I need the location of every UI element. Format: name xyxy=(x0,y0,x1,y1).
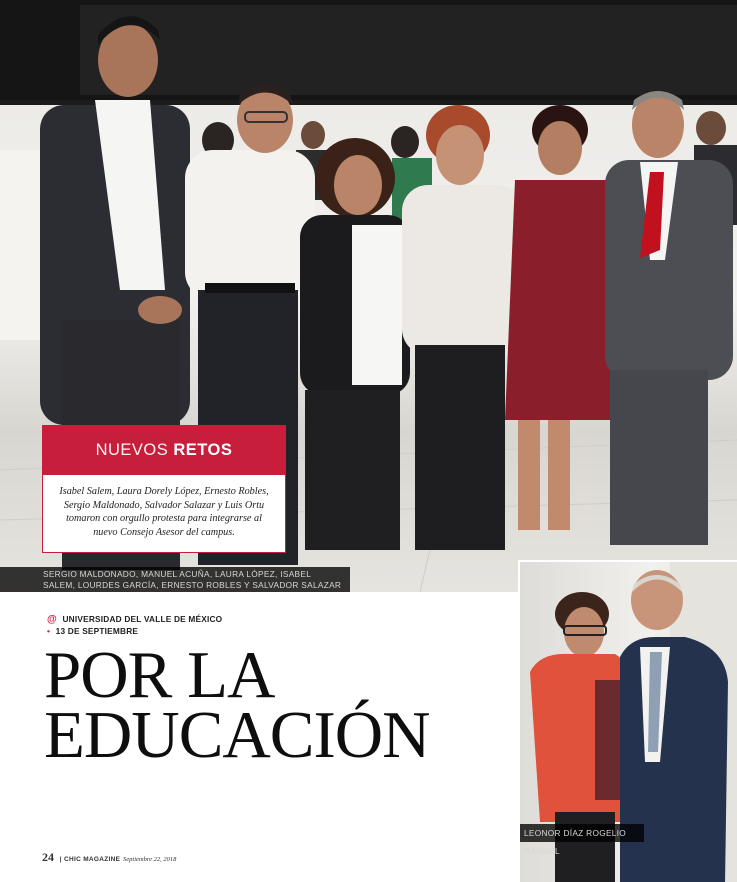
couple-photo xyxy=(518,560,737,882)
page-title-line-2: EDUCACIÓN xyxy=(44,698,430,772)
event-venue-label: UNIVERSIDAD DEL VALLE DE MÉXICO xyxy=(62,614,223,624)
couple-photo-caption: LEONOR DÍAZ ROGELIO RANGEL xyxy=(520,824,644,842)
page-folio xyxy=(42,850,176,865)
page-title-line-1: POR LA xyxy=(44,638,275,712)
group-photo-caption: SERGIO MALDONADO, MANUEL ACUÑA, LAURA LÓPEZ, ISABEL SALEM, LOURDES GARCÍA, ERNESTO ROBLES Y SALVADOR SALAZAR xyxy=(0,567,350,592)
magazine-name: | CHIC MAGAZINE xyxy=(59,856,121,863)
nuevos-retos-title-light: NUEVOS xyxy=(95,441,169,459)
at-icon: @ xyxy=(47,614,57,625)
nuevos-retos-body: Isabel Salem, Laura Dorely López, Ernesto Robles, Sergio Maldonado, Salvador Salazar y Luis Ortu tomaron con orgullo protesta para integrarse al nuevo Consejo Asesor del campus. xyxy=(59,486,269,538)
nuevos-retos-title-bold: RETOS xyxy=(173,441,233,459)
nuevos-retos-header xyxy=(43,426,285,475)
page-title xyxy=(44,638,514,772)
nuevos-retos-box xyxy=(42,425,286,553)
event-date-label: 13 DE SEPTIEMBRE xyxy=(55,626,139,636)
event-venue xyxy=(47,614,222,625)
bullet-icon: • xyxy=(47,626,51,636)
page-number: 24 xyxy=(42,850,54,864)
issue-date: Septiembre 22, 2018 xyxy=(123,856,177,863)
event-date xyxy=(47,626,138,636)
